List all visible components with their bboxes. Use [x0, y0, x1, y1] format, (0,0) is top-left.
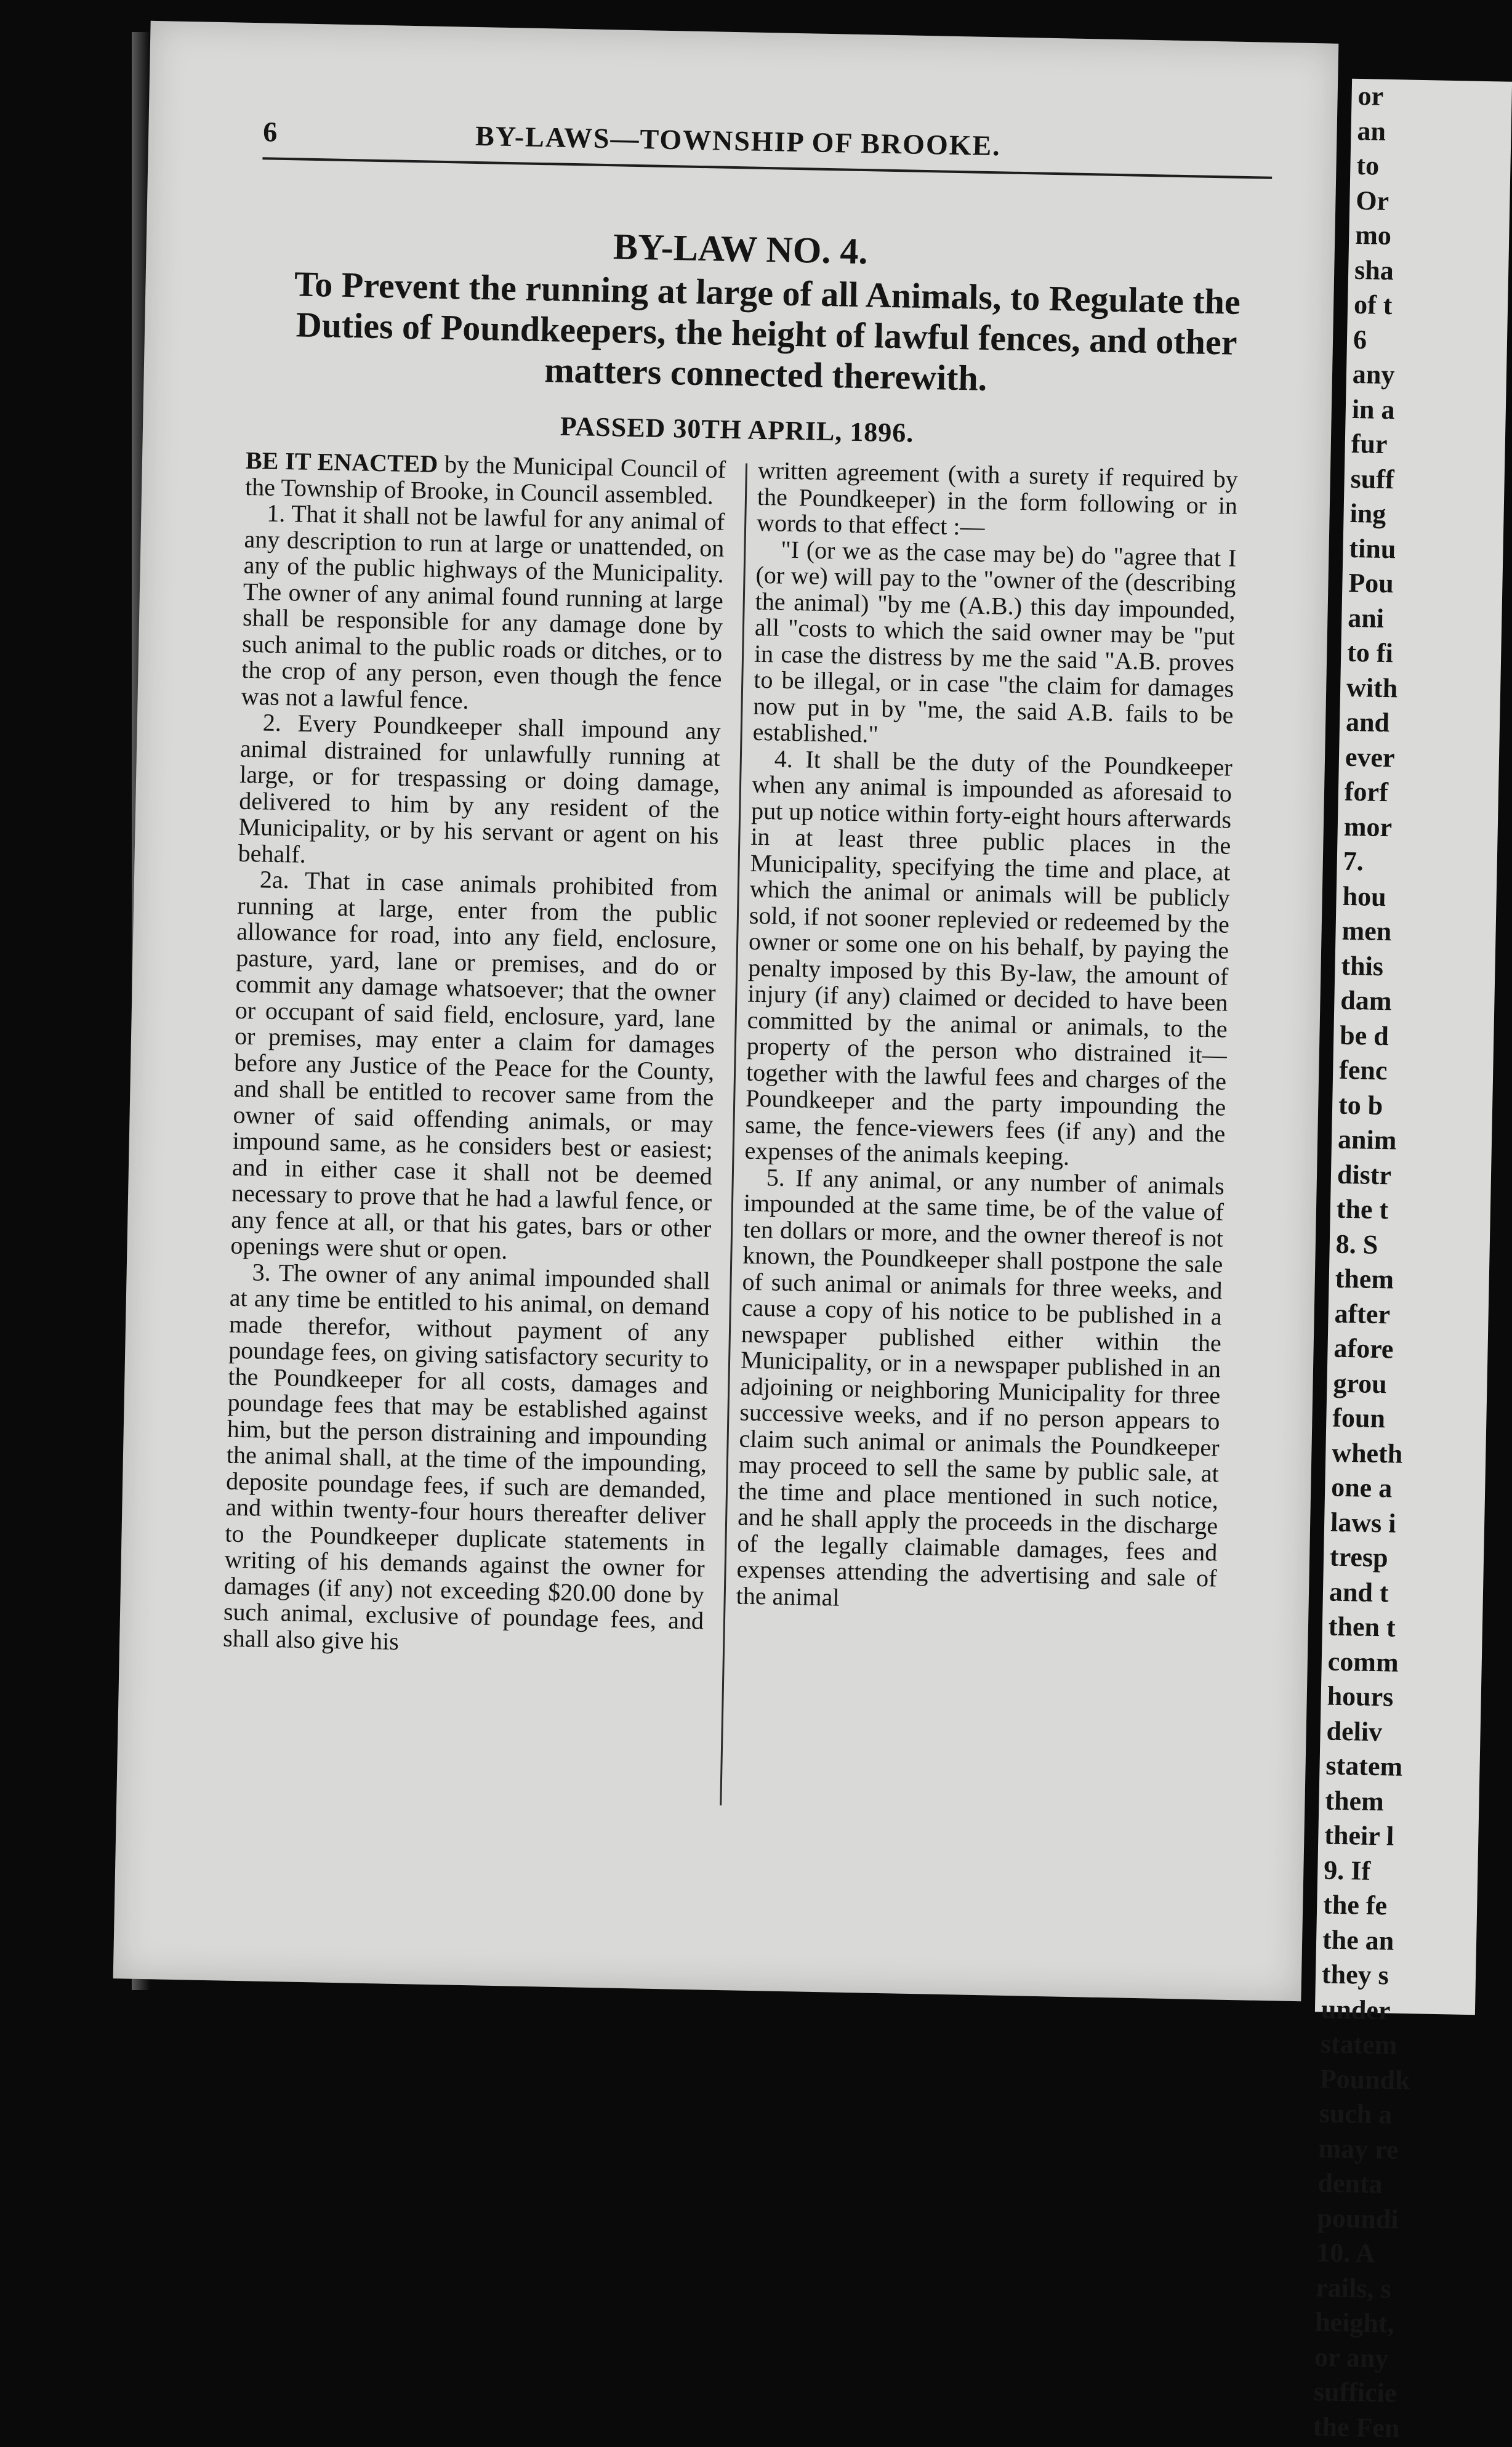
- next-page-fragment: or any: [1314, 2341, 1389, 2374]
- next-page-fragment: foun: [1332, 1402, 1386, 1434]
- next-page-fragment: tresp: [1329, 1541, 1389, 1573]
- next-page-fragment: statem: [1325, 1750, 1403, 1782]
- next-page-fragment: denta: [1317, 2167, 1383, 2199]
- section-3-continued: written agreement (with a surety if required by the Poundkeeper) in the form following or in words to that effect :—: [756, 456, 1239, 541]
- bylaw-number: BY-LAW NO. 4.: [613, 226, 869, 272]
- next-page-fragment: may re: [1318, 2132, 1399, 2165]
- page-number: 6: [262, 116, 279, 148]
- next-page-fragment: to fi: [1346, 637, 1394, 669]
- next-page-fragment: suff: [1350, 463, 1395, 494]
- next-page-fragment: this: [1341, 950, 1384, 982]
- next-page-fragment: ing: [1349, 498, 1386, 529]
- next-page-fragment: of t: [1353, 289, 1393, 321]
- next-page-fragment: afore: [1333, 1332, 1394, 1365]
- next-page-fragment: and t: [1329, 1576, 1389, 1608]
- next-page-fragment: any: [1352, 358, 1395, 390]
- section-5: 5. If any animal, or any number of animals impounded at the same time, be of the value of ten dollars or more, and the owner thereof is not known, the Poundkeeper shall postpone the sale of such animal or animals for three weeks, and cause a copy of his notice to be published in a newspaper published either within the Municipality, or in a newspaper published in an adjoining or neighboring Municipality for three successive weeks, and if no person appears to claim such animal or animals the Poundkeeper may proceed to sell the same by public sale, at the time and place mentioned in such notice, and he shall apply the proceeds in the discharge of the legally claimable damages, fees and expenses attending the advertising and sale of the animal: [736, 1163, 1225, 1611]
- next-page-fragment: to b: [1338, 1089, 1383, 1121]
- next-page-fragment: anim: [1337, 1124, 1397, 1156]
- section-4: 4. It shall be the duty of the Poundkeeper when any animal is impounded as aforesaid to put up notice within forty-eight hours afterwards in at least three public places in the Municipality, specifying the time and place, at which the animal or animals will be publicly sold, if not sooner replevied or redeemed by the owner or some one on his behalf, by paying the penalty imposed by this By-law, the amount of injury (if any) claimed or decided to have been committed by the animal or animals, to the property of the person who distrained it—together with the lawful fees and charges of the Poundkeeper and the party impounding the same, the fence-viewers fees (if any) and the expenses of the animals keeping.: [744, 744, 1233, 1171]
- next-page-fragment: forf: [1344, 776, 1389, 808]
- next-page-fragment: one a: [1330, 1472, 1393, 1504]
- next-page-fragment: to: [1356, 150, 1380, 181]
- next-page-fragment: fur: [1351, 428, 1388, 459]
- next-page-fragment: the t: [1336, 1193, 1389, 1225]
- next-page-fragment: and: [1345, 706, 1390, 738]
- next-page-fragment: then t: [1328, 1611, 1396, 1643]
- next-page-fragment: rails, s: [1315, 2272, 1391, 2304]
- next-page-fragment: 9. If: [1323, 1854, 1371, 1886]
- next-page-fragment: wheth: [1331, 1437, 1403, 1469]
- next-page-fragment: after: [1334, 1298, 1391, 1329]
- next-page-fragment: dam: [1340, 985, 1393, 1017]
- next-page-fragment: they s: [1321, 1959, 1389, 1991]
- next-page-fragment: sufficie: [1313, 2376, 1397, 2408]
- next-page-fragment: sha: [1354, 254, 1394, 286]
- next-page-fragment: Poundk: [1319, 2063, 1411, 2095]
- enact-rest: by the Municipal Council of the Township of Brooke, in Council assembled.: [244, 449, 726, 509]
- next-page-fragment: hou: [1342, 881, 1387, 912]
- scanned-page: [113, 21, 1339, 2001]
- next-page-fragment: deliv: [1326, 1715, 1383, 1747]
- passed-date: PASSED 30TH APRIL, 1896.: [560, 411, 914, 448]
- next-page-fragment: tinu: [1349, 533, 1396, 564]
- next-page-fragment: grou: [1333, 1368, 1388, 1399]
- next-page-fragment: their l: [1324, 1820, 1394, 1852]
- next-page-fragment: laws i: [1330, 1507, 1396, 1539]
- next-page-fragment: Pou: [1348, 567, 1394, 599]
- enact-lead: BE IT ENACTED: [245, 446, 438, 478]
- next-page-fragment: hours: [1327, 1680, 1394, 1712]
- next-page-fragment: distr: [1337, 1159, 1392, 1190]
- section-3: 3. The owner of any animal impounded shall at any time be entitled to his animal, on demand made therefor, without payment of any poundage fees, on giving satisfactory security to the Poundkeeper for all costs, damages and poundage fees that may be established against him, but the person distraining and impounding the animal shall, at the time of the impounding, deposite poundage fees, if such are demanded, and within twenty-four hours thereafter deliver to the Poundkeeper duplicate statements in writing of his demands against the owner for damages (if any) not exceeding $20.00 done by such animal, exclusive of poundage fees, and shall also give his: [222, 1257, 711, 1655]
- next-page-fragment: 7.: [1343, 845, 1364, 877]
- next-page-fragment: Or: [1355, 185, 1389, 216]
- next-page-fragment: 10. A: [1316, 2237, 1376, 2269]
- next-page-fragment: such a: [1319, 2098, 1393, 2130]
- next-page-fragment: mor: [1343, 811, 1393, 842]
- section-2: 2. Every Poundkeeper shall impound any animal distrained for unlawfully running at large, or for trespassing or doing damage, delivered to him by any resident of the Municipality, or by his servant or agent on his behalf.: [238, 708, 722, 868]
- next-page-edge: [1313, 79, 1512, 2443]
- next-page-fragment: the fe: [1322, 1889, 1388, 1921]
- next-page-fragment: 8. S: [1335, 1228, 1378, 1260]
- next-page-fragment: ever: [1345, 741, 1396, 773]
- next-page-fragment: comm: [1327, 1646, 1399, 1678]
- next-page-fragment: them: [1335, 1263, 1394, 1295]
- next-page-fragment: mo: [1354, 219, 1392, 251]
- section-2a: 2a. That in case animals prohibited from running at large, enter from the public allowance for road, into any field, enclosure, pasture, yard, lane or premises, and do or commit any damage whatsoever; that the owner or occupant of said field, enclosure, yard, lane or premises, may enter a claim for damages before any Justice of the Peace for the County, and shall be entitled to recover same from the owner of said offending animals, or may impound same, as he considers best or easiest; and in either case it shall not be deemed necessary to prove that he had a lawful fence, or any fence at all, or that his gates, bars or other openings were shut or open.: [230, 865, 718, 1265]
- next-page-fragment: or: [1357, 80, 1384, 111]
- next-page-fragments: [1306, 79, 1512, 2447]
- next-page-fragment: ani: [1347, 602, 1385, 634]
- next-page-fragment: the Fen: [1313, 2411, 1400, 2443]
- bylaw-title: To Prevent the running at large of all Animals, to Regulate the Duties of Poundkeepers, the height of lawful fences, and other matters connected therewith.: [294, 264, 1241, 398]
- next-page-fragment: fenc: [1338, 1054, 1388, 1086]
- next-page-fragment: the an: [1322, 1924, 1394, 1956]
- agreement-form: "I (or we as the case may be) do "agree that I (or we) will pay to the "owner of the (describing the animal) "by me (A.B.) this day impounded, all "costs to which the said owner may be "put in case the distress by me the said "A.B. proves to be illegal, or in case "the claim for damages now put in by "me, the said A.B. fails to be established.": [752, 535, 1237, 748]
- next-page-fragment: be d: [1339, 1020, 1389, 1051]
- left-column: [223, 448, 726, 1661]
- next-page-fragment: in a: [1351, 393, 1396, 425]
- section-1: 1. That it shall not be lawful for any animal of any description to run at large or unattended, on any of the public highways of the Municipality. The owner of any animal found running at large shall be responsible for any damage done by such animal to the public roads or ditches, or to the crop of any person, even though the fence was not a lawful fence.: [241, 499, 725, 714]
- next-page-fragment: 6: [1353, 324, 1367, 355]
- running-head-title: BY-LAWS—TOWNSHIP OF BROOKE.: [475, 119, 1002, 162]
- running-head: [262, 115, 1255, 162]
- next-page-fragment: men: [1341, 915, 1392, 947]
- header-rule: [262, 157, 1272, 179]
- next-page-fragment: statem: [1320, 2028, 1397, 2060]
- next-page-fragment: under: [1321, 1993, 1391, 2026]
- right-column: [736, 458, 1238, 1618]
- next-page-fragment: with: [1346, 672, 1398, 703]
- next-page-fragment: them: [1325, 1784, 1385, 1816]
- next-page-fragment: poundi: [1316, 2202, 1399, 2235]
- next-page-fragment: an: [1357, 115, 1386, 147]
- next-page-fragment: height,: [1314, 2307, 1395, 2339]
